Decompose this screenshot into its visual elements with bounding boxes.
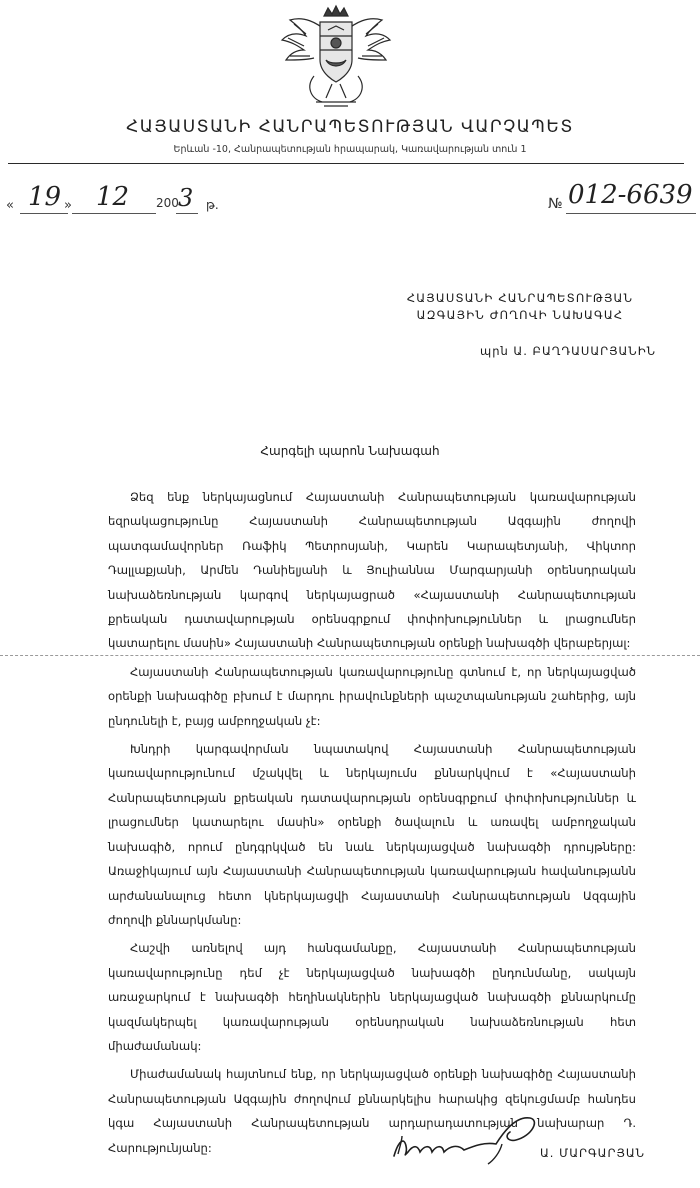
- date-year-suffix: թ.: [206, 198, 219, 212]
- body-paragraph: Միաժամանակ հայտնում ենք, որ ներկայացված օրենքի նախագիծը Հայաստանի Հանրապետության Ազգային ժողովում քննարկելիս հարակից զեկուցմամբ հանդես կգա Հայաստանի Հանրապետության արդարադատության նախարար Դ. Հարությունյանը:: [108, 1067, 636, 1155]
- body-paragraph: Խնդրի կարգավորման նպատակով Հայաստանի Հանրապետության կառավարությունում մշակվել և ներկայումս քննարկվում է «Հայաստանի Հանրապետության քրեական դատավարության օրենսգրքում փոփոխություններ և լրացումներ կատարելու մասին» օրենքի ծավալուն և առավել ամբողջական նախագիծ, որում ընդգրկված են նաև ներկայացված նախագծի դրույթները: Առաջիկայում այն Հայաստանի Հանրապետության կառավարության հավանությանն արժանանալուց հետո կներկայացվի Հայաստանի Հանրապետության Ազգային ժողովի քննարկմանը:: [108, 742, 636, 927]
- addressee-line-1: ՀԱՅԱՍՏԱՆԻ ՀԱՆՐԱՊԵՏՈՒԹՅԱՆ: [406, 291, 634, 305]
- number-sign: №: [548, 196, 563, 212]
- body-paragraph: Հայաստանի Հանրապետության կառավարությունը գտնում է, որ ներկայացված օրենքի նախագիծը բխում է մարդու իրավունքների պաշտպանության շահերից, այն ընդունելի է, բայց ամբողջական չէ:: [108, 664, 636, 728]
- letter-body: [108, 485, 636, 1164]
- date-year-prefix: 200: [156, 196, 179, 210]
- date-month: 12: [96, 182, 130, 212]
- salutation: Հարգելի պարոն Նախագահ: [260, 444, 440, 458]
- date-month-underline: [72, 213, 156, 214]
- date-close-quote: »: [64, 198, 72, 213]
- body-paragraph: Հաշվի առնելով այդ հանգամանքը, Հայաստանի Հանրապետության կառավարությունը դեմ չէ ներկայացված նախագծի ընդունմանը, սակայն առաջարկում է նախագծի հեղինակներին ներկայացված նախագծի քննարկումը կազմակերպել կառավարության օրենսդրական նախաձեռնության հետ միաժամանակ:: [108, 941, 636, 1053]
- date-open-quote: «: [6, 198, 14, 213]
- date-day: 19: [28, 182, 62, 212]
- signer-name: Ա. ՄԱՐԳԱՐՅԱՆ: [540, 1146, 646, 1160]
- date-year-digit: 3: [178, 184, 194, 212]
- coat-of-arms-icon: [276, 2, 396, 114]
- letterhead-divider: [8, 163, 684, 164]
- paper-fold-line: [0, 655, 700, 656]
- letterhead-address: Երևան -10, Հանրապետության հրապարակ, Կառավարության տուն 1: [173, 144, 527, 155]
- number-underline: [566, 213, 696, 214]
- date-year-underline: [176, 213, 198, 214]
- addressee-line-2: ԱԶԳԱՅԻՆ ԺՈՂՈՎԻ ՆԱԽԱԳԱՀ: [416, 308, 624, 322]
- reference-number: [540, 180, 700, 220]
- date-day-underline: [20, 213, 68, 214]
- addressee-block: [370, 290, 670, 324]
- number-value: 012-6639: [568, 180, 693, 210]
- body-paragraph: Ձեզ ենք ներկայացնում Հայաստանի Հանրապետության կառավարության եզրակացությունը Հայաստանի Հանրապետության Ազգային ժողովի պատգամավորներ Ռաֆիկ Պետրոսյանի, Կարեն Կարապետյանի, Վիկտոր Դալլաքյանի, Արմեն Դանիելյանի և Յուլիաննա Մարգարյանի օրենսդրական նախաձեռնության կարգով ներկայացրած «Հայաստանի Հանրապետության քրեական դատավարության օրենսգրքում փոփոխություններ և լրացումներ կատարելու մասին» Հայաստանի Հանրապետության օրենքի նախագծի վերաբերյալ:: [108, 490, 636, 651]
- letterhead-title: ՀԱՅԱՍՏԱՆԻ ՀԱՆՐԱՊԵՏՈՒԹՅԱՆ ՎԱՐՉԱՊԵՏ: [126, 117, 574, 137]
- handwritten-signature: [384, 1106, 544, 1166]
- date-line: [6, 180, 246, 220]
- addressee-name: պրն Ա. ԲԱՂԴԱՍԱՐՅԱՆԻՆ: [480, 344, 657, 358]
